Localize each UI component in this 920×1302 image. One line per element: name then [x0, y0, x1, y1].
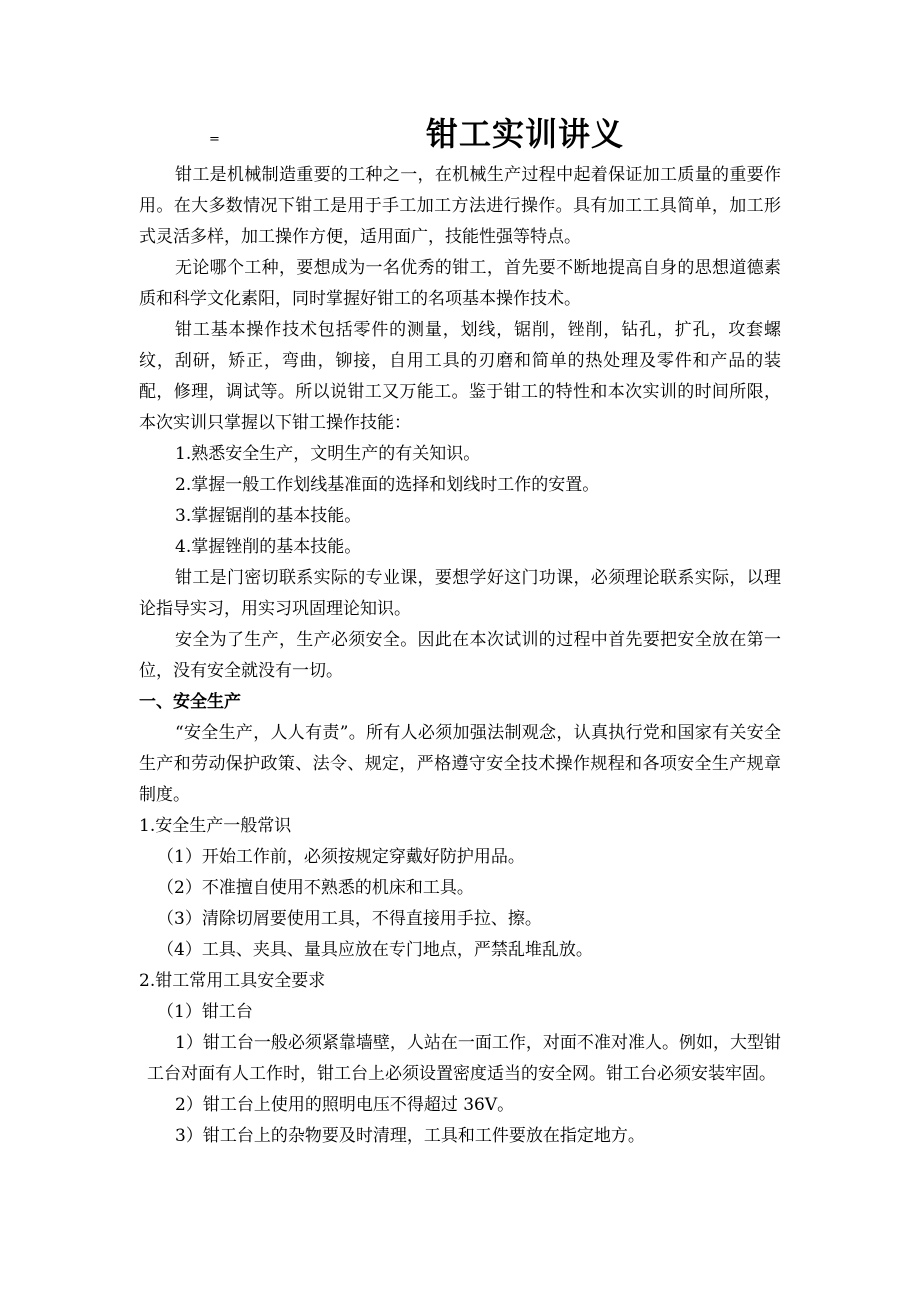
bench-point-2: 2）钳工台上使用的照明电压不得超过 36V。: [175, 1095, 515, 1115]
general-item-1: （1）开始工作前，必须按规定穿戴好防护用品。: [157, 847, 525, 867]
skill-item-2: 2.掌握一般工作划线基准面的选择和划线时工作的安置。: [175, 475, 600, 495]
paragraph-theory: 钳工是门密切联系实际的专业课，要想学好这门功课，必须理论联系实际，以理论指导实习，用实习巩固理论知识。: [139, 568, 781, 619]
subsection-heading-tools: 2.钳工常用工具安全要求: [139, 971, 326, 991]
document-title: 钳工实训讲义: [425, 115, 624, 153]
paragraph-safety-first: 安全为了生产，生产必须安全。因此在本次试训的过程中首先要把安全放在第一位，没有安全就没有一切。: [139, 630, 781, 681]
general-item-4: （4）工具、夹具、量具应放在专门地点，严禁乱堆乱放。: [157, 940, 593, 960]
paragraph-intro: 钳工是机械制造重要的工种之一，在机械生产过程中起着保证加工质量的重要作用。在大多数情况下钳工是用于手工加工方法进行操作。具有加工工具简单，加工形式灵活多样，加工操作方便，适用面广，技能性强等特点。: [139, 165, 781, 247]
paragraph-safety-intro: “安全生产，人人有责”。所有人必须加强法制观念，认真执行党和国家有关安全生产和劳动保护政策、法令、规定，严格遵守安全技术操作规程和各项安全生产规章制度。: [139, 723, 781, 805]
bench-point-3: 3）钳工台上的杂物要及时清理，工具和工件要放在指定地方。: [175, 1126, 645, 1146]
general-item-3: （3）清除切屑要使用工具，不得直接用手拉、擦。: [157, 909, 542, 929]
bench-point-1: 1）钳工台一般必须紧靠墙壁，人站在一面工作，对面不准对准人。例如，大型钳工台对面有人工作时，钳工台上必须设置密度适当的安全网。钳工台必须安装牢固。: [147, 1033, 781, 1084]
tools-item-bench: （1）钳工台: [157, 1002, 253, 1022]
paragraph-quality: 无论哪个工种，要想成为一名优秀的钳工，首先要不断地提高自身的思想道德素质和科学文化素阳，同时掌握好钳工的名项基本操作技术。: [139, 258, 781, 309]
section-heading-safety: 一、安全生产: [139, 692, 241, 712]
paragraph-skills: 钳工基本操作技术包括零件的测量，划线，锯削，锉削，钻孔，扩孔，攻套螺纹，刮研，矫正，弯曲，铆接，自用工具的刃磨和简单的热处理及零件和产品的装配，修理，调试等。所以说钳工又万能工。鉴于钳工的特性和本次实训的时间所限，本次实训只掌握以下钳工操作技能：: [139, 320, 781, 433]
skill-item-3: 3.掌握锯削的基本技能。: [175, 506, 362, 526]
skill-item-1: 1.熟悉安全生产，文明生产的有关知识。: [175, 444, 481, 464]
general-item-2: （2）不准擅自使用不熟悉的机床和工具。: [157, 878, 474, 898]
subsection-heading-general: 1.安全生产一般常识: [139, 816, 292, 836]
document-body: [139, 160, 781, 1152]
skill-item-4: 4.掌握锉削的基本技能。: [175, 537, 362, 557]
page-mark: =: [209, 132, 220, 147]
